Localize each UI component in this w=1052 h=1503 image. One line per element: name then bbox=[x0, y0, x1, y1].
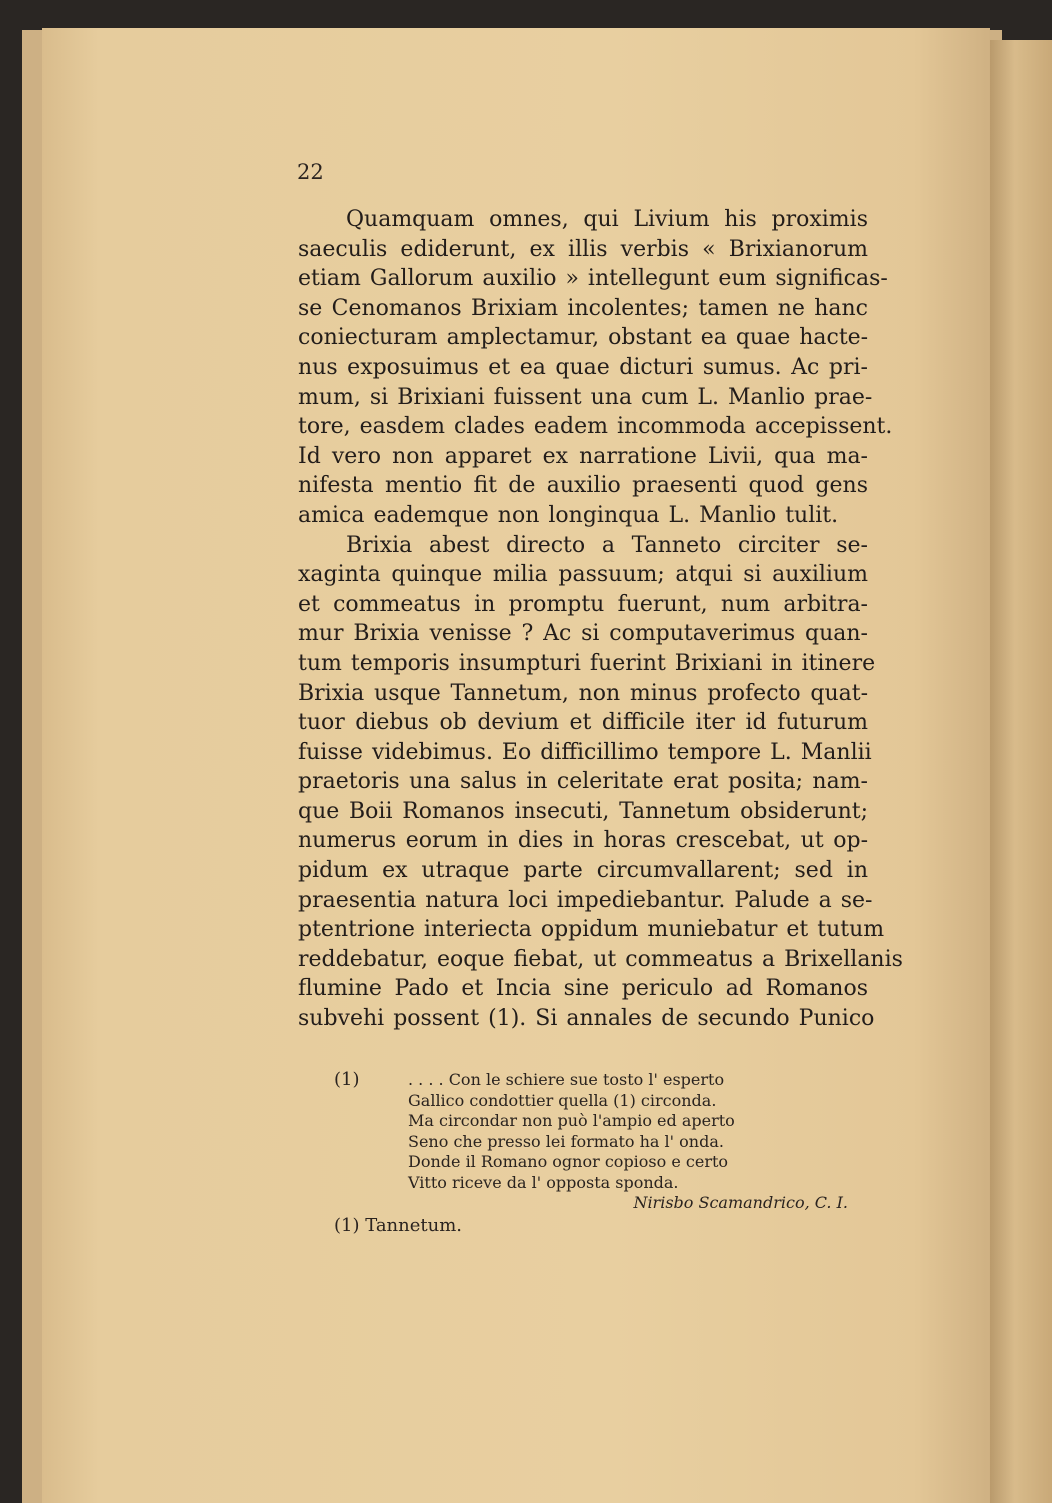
body-line: flumine Pado et Incia sine periculo ad Romanos bbox=[298, 976, 868, 1002]
footnote-verse bbox=[408, 1070, 854, 1193]
body-line: mur Brixia venisse ? Ac si computaverimus quan- bbox=[298, 621, 868, 647]
body-text bbox=[298, 205, 903, 1034]
body-line: Brixia usque Tannetum, non minus profecto quat- bbox=[298, 680, 868, 706]
footnote-second: (1) Tannetum. bbox=[334, 1214, 463, 1236]
body-line: Brixia abest directo a Tanneto circiter se- bbox=[346, 532, 868, 558]
page-number: 22 bbox=[297, 160, 324, 184]
body-line: etiam Gallorum auxilio » intellegunt eum significas- bbox=[298, 266, 888, 292]
body-line: Id vero non apparet ex narratione Livii, qua ma- bbox=[298, 443, 868, 469]
adjacent-page-edge bbox=[990, 40, 1052, 1503]
body-line: praetoris una salus in celeritate erat posita; nam- bbox=[298, 769, 868, 795]
body-line: saeculis ediderunt, ex illis verbis « Brixianorum bbox=[298, 236, 868, 262]
body-line: xaginta quinque milia passuum; atqui si auxilium bbox=[298, 562, 868, 588]
body-line: Quamquam omnes, qui Livium his proximis bbox=[346, 207, 868, 232]
body-line: tore, easdem clades eadem incommoda accepissent. bbox=[298, 414, 893, 440]
verse-line: Ma circondar non può l'ampio ed aperto bbox=[408, 1111, 735, 1130]
body-line: coniecturam amplectamur, obstant ea quae hacte- bbox=[298, 325, 869, 351]
verse-line: Donde il Romano ognor copioso e certo bbox=[408, 1152, 729, 1171]
body-line: nifesta mentio fit de auxilio praesenti quod gens bbox=[298, 473, 868, 499]
body-line: amica eademque non longinqua L. Manlio tulit. bbox=[298, 502, 839, 528]
body-line: et commeatus in promptu fuerunt, num arbitra- bbox=[298, 591, 868, 617]
body-line: praesentia natura loci impediebantur. Palude a se- bbox=[298, 887, 873, 913]
verse-line: . . . . Con le schiere sue tosto l' esperto bbox=[408, 1070, 725, 1089]
body-line: se Cenomanos Brixiam incolentes; tamen ne hanc bbox=[298, 295, 868, 321]
verse-line: Seno che presso lei formato ha l' onda. bbox=[408, 1131, 724, 1151]
body-line: numerus eorum in dies in horas crescebat, ut op- bbox=[298, 828, 868, 854]
body-line: fuisse videbimus. Eo difficillimo tempore L. Manlii bbox=[298, 739, 872, 765]
body-line: pidum ex utraque parte circumvallarent; sed in bbox=[298, 858, 868, 884]
body-line: nus exposuimus et ea quae dicturi sumus. Ac pri- bbox=[298, 354, 868, 380]
footnotes bbox=[334, 1070, 854, 1236]
footnote-mark: (1) bbox=[334, 1069, 360, 1090]
body-line: tum temporis insumpturi fuerint Brixiani in itinere bbox=[298, 650, 876, 676]
body-line: mum, si Brixiani fuissent una cum L. Manlio prae- bbox=[298, 384, 873, 410]
body-line: subvehi possent (1). Si annales de secundo Punico bbox=[298, 1006, 875, 1032]
body-line: reddebatur, eoque fiebat, ut commeatus a Brixellanis bbox=[298, 946, 903, 972]
body-line: ptentrione interiecta oppidum muniebatur et tutum bbox=[298, 917, 885, 943]
footnote-attribution: Nirisbo Scamandrico, C. I. bbox=[633, 1193, 848, 1212]
verse-line: Gallico condottier quella (1) circonda. bbox=[408, 1090, 717, 1110]
verse-line: Vitto riceve da l' opposta sponda. bbox=[408, 1172, 679, 1192]
body-line: que Boii Romanos insecuti, Tannetum obsiderunt; bbox=[298, 798, 868, 824]
body-line: tuor diebus ob devium et difficile iter id futurum bbox=[298, 710, 868, 736]
